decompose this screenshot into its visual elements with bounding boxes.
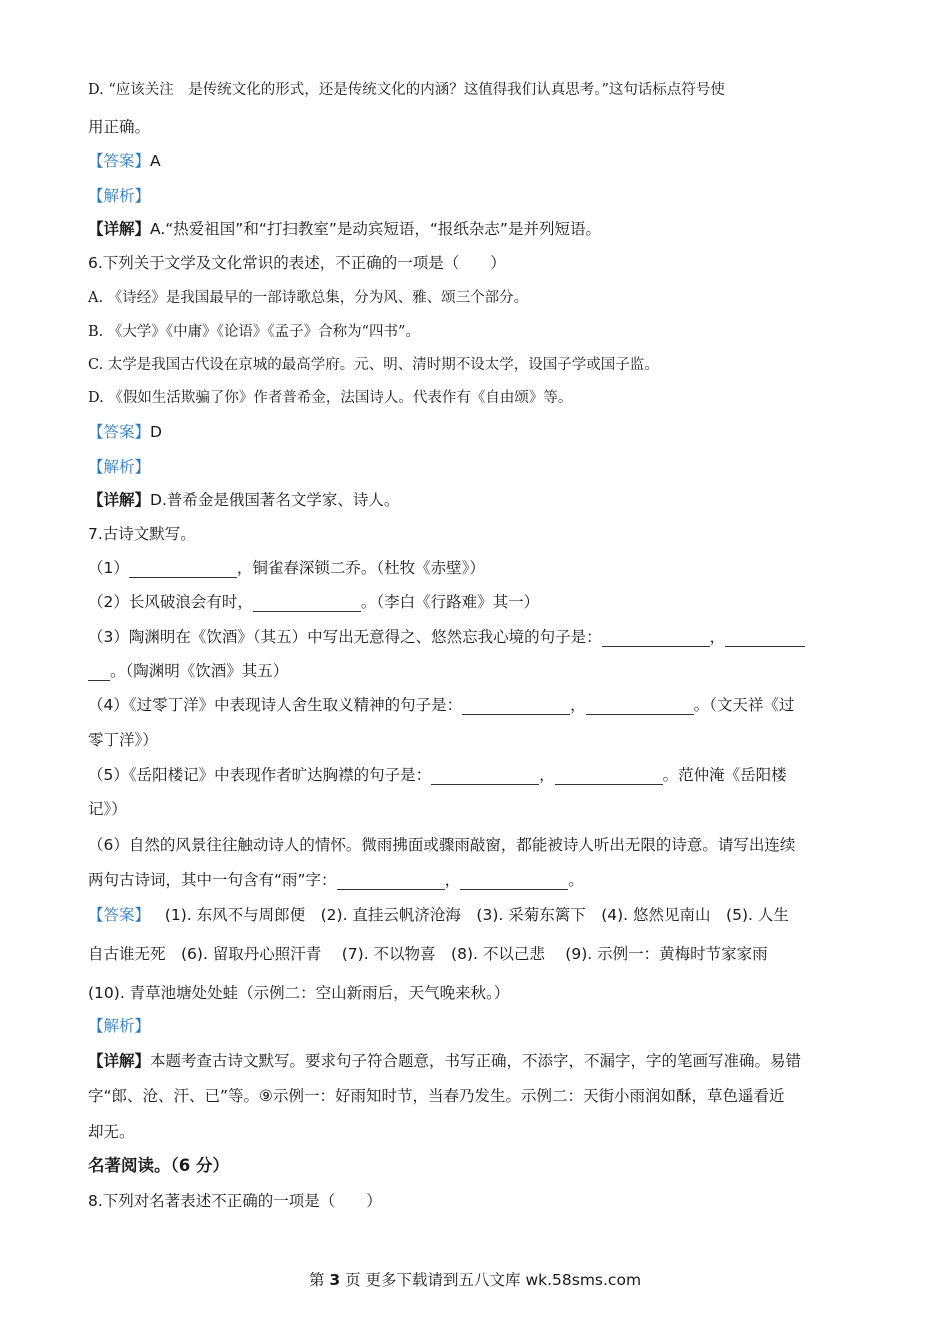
- answer-value: D: [150, 423, 162, 441]
- q7-answer-line2: 自古谁无死 (6). 留取丹心照汗青 (7). 不以物喜 (8). 不以己悲 (9). 示例一：黄梅时节家家雨: [88, 945, 768, 963]
- q5-analysis-tag: 【解析】: [88, 187, 151, 205]
- q7-analysis-tag: 【解析】: [88, 1017, 151, 1035]
- q7-stem: 7.古诗文默写。: [88, 525, 196, 543]
- answer-blank[interactable]: [462, 700, 570, 715]
- answer-text: (1). 东风不与周郎便 (2). 直挂云帆济沧海 (3). 采菊东篱下 (4). 悠然见南山 (5). 人生: [164, 906, 789, 924]
- detail-text: 本题考查古诗文默写。要求句子符合题意，书写正确，不添字，不漏字，字的笔画写准确。易错: [150, 1052, 802, 1070]
- detail-tag: 【详解】: [88, 220, 151, 238]
- answer-tag: 【答案】: [88, 423, 151, 441]
- sub-text: （4）《过零丁洋》中表现诗人舍生取义精神的句子是：: [88, 696, 463, 714]
- answer-blank[interactable]: [555, 770, 663, 785]
- sub-text: ，: [570, 696, 586, 714]
- q5-answer: [88, 151, 161, 171]
- sub-text: ，: [709, 628, 726, 646]
- answer-blank[interactable]: [129, 563, 237, 578]
- q8-stem: 8.下列对名著表述不正确的一项是（ ）: [88, 1192, 382, 1210]
- q7-sub2: [88, 592, 539, 612]
- answer-blank[interactable]: [586, 700, 694, 715]
- detail-tag: 【详解】: [88, 1052, 151, 1070]
- answer-blank[interactable]: [725, 632, 805, 647]
- footer-prefix: 第: [308, 1271, 330, 1289]
- answer-blank[interactable]: [253, 597, 361, 612]
- detail-tag: 【详解】: [88, 491, 151, 509]
- answer-blank[interactable]: [337, 875, 445, 890]
- sub-text: （3）陶渊明在《饮酒》（其五）中写出无意得之、悠然忘我心境的句子是：: [88, 628, 602, 646]
- q7-sub4-cont: 零丁洋》）: [88, 731, 158, 749]
- q6-option-c: C. 太学是我国古代设在京城的最高学府。元、明、清时期不设太学，设国子学或国子监。: [88, 357, 659, 373]
- q5-detail: [88, 219, 601, 239]
- answer-blank[interactable]: [602, 632, 710, 647]
- footer-suffix: 页 更多下载请到五八文库 wk.58sms.com: [340, 1271, 642, 1289]
- q7-detail-line3: 却无。: [88, 1123, 135, 1141]
- q7-answer-line1: [88, 905, 789, 925]
- q5-option-d-line1: D. “应该关注 是传统文化的形式，还是传统文化的内涵？这值得我们认真思考。”这句话标点符号使: [88, 82, 725, 98]
- page-number: 3: [329, 1271, 341, 1289]
- answer-tag: 【答案】: [88, 152, 151, 170]
- sub-text: ，: [539, 766, 555, 784]
- sub-text: 。范仲淹《岳阳楼: [662, 766, 787, 784]
- answer-tag: 【答案】: [88, 906, 151, 924]
- sub-text: 两句古诗词，其中一句含有“雨”字：: [88, 871, 337, 889]
- detail-text: D.普希金是俄国著名文学家、诗人。: [150, 491, 400, 509]
- sub-text: 。: [568, 871, 584, 889]
- sub-text: ，铜雀春深锁二乔。（杜牧《赤壁》）: [236, 559, 485, 577]
- sub-number: （1）: [88, 559, 129, 577]
- sub-text: （2）长风破浪会有时，: [88, 593, 253, 611]
- answer-blank[interactable]: [88, 666, 110, 681]
- sub-text: 。（陶渊明《饮酒》其五）: [110, 662, 289, 680]
- q7-sub5-cont: 记》）: [88, 800, 127, 818]
- q7-sub3-cont: [88, 661, 288, 681]
- q6-detail: [88, 490, 399, 510]
- page-footer: [0, 1268, 950, 1290]
- sub-text: 。（文天祥《过: [693, 696, 795, 714]
- q6-answer: [88, 422, 162, 442]
- sub-text: （5）《岳阳楼记》中表现作者旷达胸襟的句子是：: [88, 766, 432, 784]
- sub-text: 。（李白《行路难》其一）: [360, 593, 540, 611]
- sub-text: ，: [444, 871, 461, 889]
- q7-sub4: [88, 695, 794, 715]
- q6-option-a: A. 《诗经》是我国最早的一部诗歌总集，分为风、雅、颂三个部分。: [88, 290, 529, 306]
- answer-blank[interactable]: [431, 770, 539, 785]
- section-heading: 名著阅读。（6 分）: [88, 1156, 229, 1175]
- q7-detail-line2: 字“郎、沧、汗、已”等。⑨示例一：好雨知时节，当春乃发生。示例二：天街小雨润如酥，草色遥看近: [88, 1087, 785, 1105]
- q6-option-d: D. 《假如生活欺骗了你》作者普希金，法国诗人。代表作有《自由颂》等。: [88, 390, 573, 406]
- q7-sub3: [88, 627, 805, 647]
- q7-sub1: [88, 558, 485, 578]
- q6-analysis-tag: 【解析】: [88, 458, 151, 476]
- q7-detail-line1: [88, 1051, 801, 1071]
- answer-blank[interactable]: [460, 875, 568, 890]
- q5-option-d-line2: 用正确。: [88, 118, 151, 136]
- q7-answer-line3: (10). 青草池塘处处蛙（示例二：空山新雨后，天气晚来秋。）: [88, 984, 510, 1002]
- q6-option-b: B. 《大学》《中庸》《论语》《孟子》合称为“四书”。: [88, 324, 420, 340]
- q7-sub6-line1: （6）自然的风景往往触动诗人的情怀。微雨拂面或骤雨敲窗，都能被诗人听出无限的诗意。请写出连续: [88, 836, 796, 854]
- q6-stem: 6.下列关于文学及文化常识的表述，不正确的一项是（ ）: [88, 254, 506, 272]
- answer-value: A: [150, 152, 161, 170]
- q7-sub6-line2: [88, 870, 584, 890]
- detail-text: A.“热爱祖国”和“打扫教室”是动宾短语，“报纸杂志”是并列短语。: [150, 220, 601, 238]
- q7-sub5: [88, 765, 787, 785]
